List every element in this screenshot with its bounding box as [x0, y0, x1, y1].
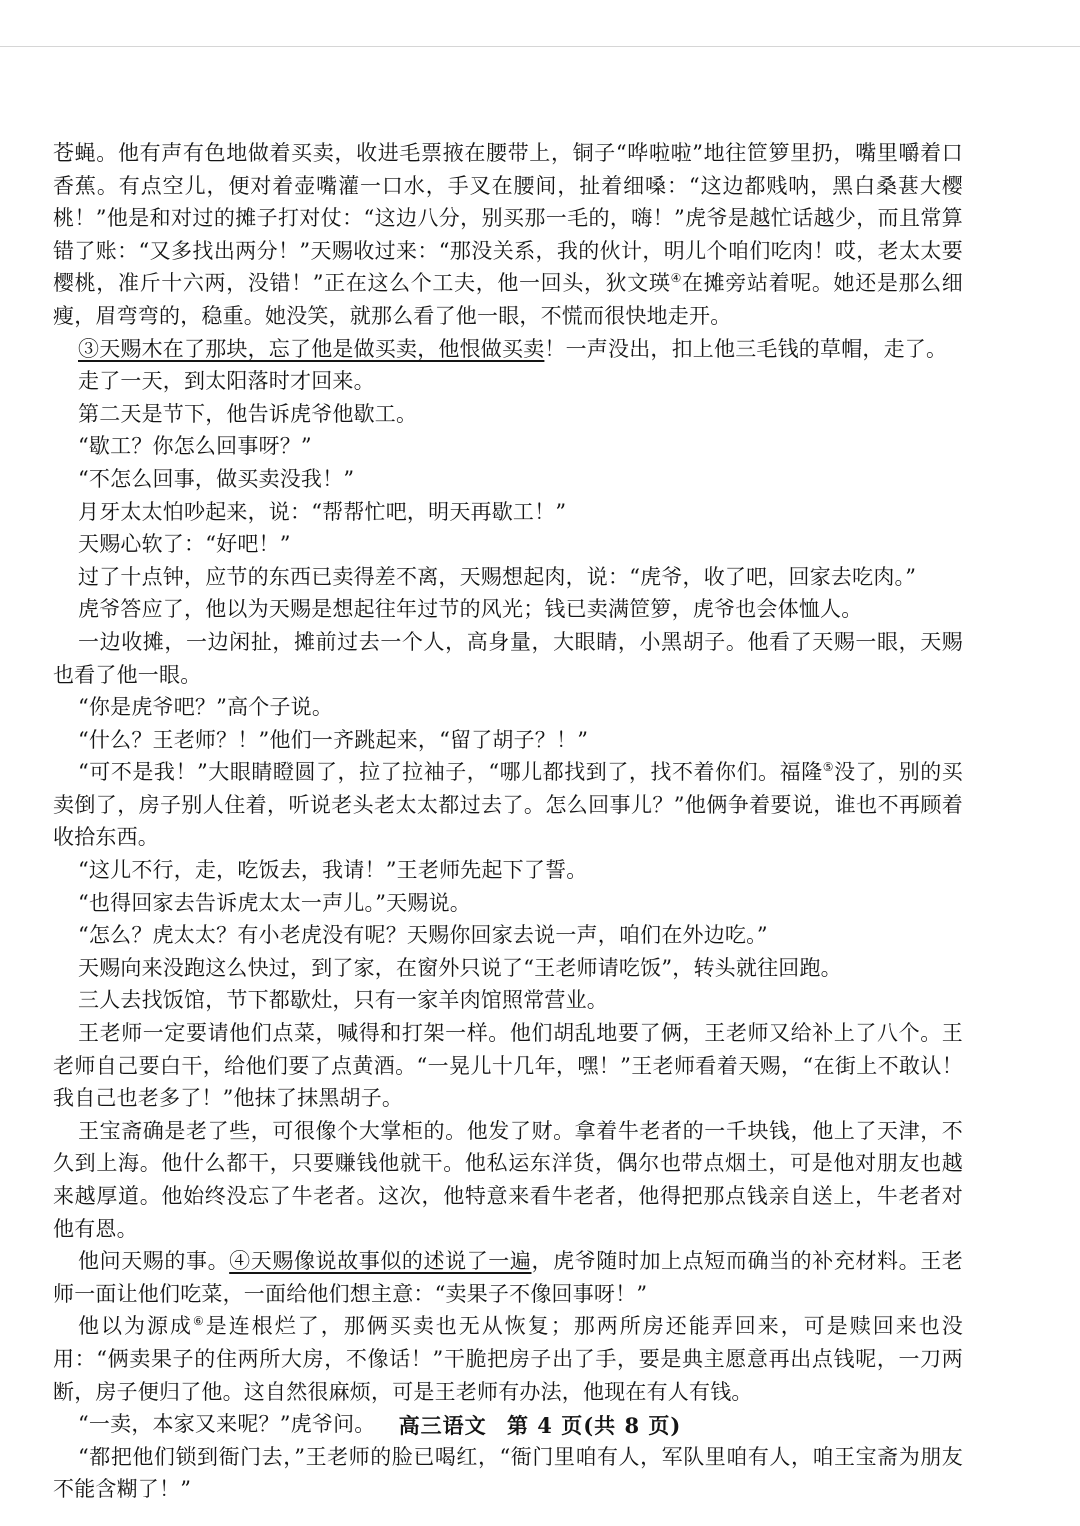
paragraph — [53, 463, 963, 496]
paragraph — [53, 756, 963, 854]
underlined-sentence: ③天赐木在了那块，忘了他是做买卖，他恨做买卖 — [78, 336, 545, 361]
paragraph — [53, 561, 963, 594]
top-divider — [0, 46, 1080, 47]
text-run: 是连根烂了，那俩买卖也无从恢复；那两所房还能弄回来，可是赎回来也没用：“俩卖果子的住两所大房，不像话！”干脆把房子出了手，要是典主愿意再出点钱呢，一刀两断，房子便归了他。这自然很麻烦，可是王老师有办法，他现在有人有钱。 — [53, 1314, 963, 1404]
paragraph — [53, 528, 963, 561]
text-run: ，虎爷随时加上点短而确当的补充材料。王老师一面让他们吃菜，一面给他们想主意：“卖果子不像回事呀！” — [53, 1249, 963, 1306]
text-run: “都把他们锁到衙门去，”王老师的脸已喝红，“衙门里咱有人，军队里咱有人，咱王宝斋为朋友不能含糊了！” — [53, 1444, 963, 1502]
text-run: ！一声没出，扣上他三毛钱的草帽，走了。 — [544, 336, 948, 361]
text-run: 一边收摊，一边闲扯，摊前过去一个人，高身量，大眼睛，小黑胡子。他看了天赐一眼，天赐也看了他一眼。 — [53, 629, 963, 687]
paragraph — [53, 1441, 963, 1506]
text-run: 苍蝇。他有声有色地做着买卖，收进毛票掖在腰带上，铜子“哗啦啦”地往笸箩里扔，嘴里嚼着口香蕉。有点空儿，便对着壶嘴灌一口水，手叉在腰间，扯着细嗓：“这边都贱呐，黑白桑葚大樱桃！”他是和对过的摊子打对仗：“这边八分，别买那一毛的，嗨！”虎爷是越忙话越少，而且常算错了账：“又多找出两分！”天赐收过来：“那没关系，我的伙计，明儿个咱们吃肉！哎，老太太要樱桃，准斤十六两，没错！”正在这么个工夫，他一回头，狄文瑛 — [53, 141, 963, 296]
paragraph — [53, 626, 963, 691]
text-run: 王宝斋确是老了些，可很像个大掌柜的。他发了财。拿着牛老者的一千块钱，他上了天津，不久到上海。他什么都干，只要赚钱他就干。他私运东洋货，偶尔也带点烟土，可是他对朋友也越来越厚道。他始终没忘了牛老者。这次，他特意来看牛老者，他得把那点钱亲自送上，牛老者对他有恩。 — [53, 1118, 963, 1241]
paragraph — [53, 137, 963, 333]
text-run: 过了十点钟，应节的东西已卖得差不离，天赐想起肉，说：“虎爷，收了吧，回家去吃肉。” — [78, 564, 917, 589]
paragraph — [53, 1310, 963, 1408]
underlined-sentence: ④天赐像说故事似的述说了一遍 — [229, 1249, 532, 1274]
text-run: “也得回家去告诉虎太太一声儿。”天赐说。 — [78, 890, 471, 915]
paragraph — [53, 1245, 963, 1310]
text-run: “怎么？虎太太？有小老虎没有呢？天赐你回家去说一声，咱们在外边吃。” — [78, 923, 768, 948]
footer-subject: 高三语文 — [398, 1413, 487, 1438]
text-run: “这儿不行，走，吃饭去，我请！”王老师先起下了誓。 — [78, 858, 588, 883]
text-run: 走了一天，到太阳落时才回来。 — [78, 369, 375, 394]
footnote-marker: ⑤ — [822, 760, 835, 775]
text-run: 月牙太太怕吵起来，说：“帮帮忙吧，明天再歇工！” — [78, 499, 567, 524]
text-run: “可不是我！”大眼睛瞪圆了，拉了拉袖子，“哪儿都找到了，找不着你们。福隆 — [78, 760, 823, 785]
paragraph — [53, 398, 963, 431]
paragraph — [53, 593, 963, 626]
text-run: “不怎么回事，做买卖没我！” — [78, 466, 355, 491]
text-run: “你是虎爷吧？”高个子说。 — [78, 695, 334, 720]
paragraph — [53, 952, 963, 985]
paragraph — [53, 1017, 963, 1115]
paragraph — [53, 887, 963, 920]
footnote-marker: ⑥ — [193, 1314, 206, 1329]
text-run: 天赐向来没跑这么快过，到了家，在窗外只说了“王老师请吃饭”，转头就往回跑。 — [78, 955, 842, 980]
text-run: “一卖，本家又来呢？”虎爷问。 — [78, 1412, 376, 1437]
footnote-marker: ④ — [670, 271, 682, 286]
text-run: 第二天是节下，他告诉虎爷他歇工。 — [78, 401, 418, 426]
paragraph — [53, 691, 963, 724]
paragraph — [53, 365, 963, 398]
text-run: 虎爷答应了，他以为天赐是想起往年过节的风光；钱已卖满笸箩，虎爷也会体恤人。 — [78, 597, 863, 622]
passage-text — [53, 137, 963, 1506]
text-run: 王老师一定要请他们点菜，喊得和打架一样。他们胡乱地要了俩，王老师又给补上了八个。王老师自己要白干，给他们要了点黄酒。“一晃儿十几年，嘿！”王老师看着天赐，“在街上不敢认！我自己也老多了！”他抹了抹黑胡子。 — [53, 1021, 963, 1111]
paragraph — [53, 1115, 963, 1245]
text-run: “什么？王老师？！”他们一齐跳起来，“留了胡子？！” — [78, 727, 589, 752]
paragraph — [53, 333, 963, 366]
text-run: 他问天赐的事。 — [78, 1249, 230, 1274]
paragraph — [53, 496, 963, 529]
paragraph — [53, 919, 963, 952]
page-footer — [0, 1410, 1080, 1440]
footer-page-number: 第 4 页(共 8 页) — [506, 1413, 682, 1438]
text-run: 三人去找饭馆，节下都歇灶，只有一家羊肉馆照常营业。 — [78, 988, 608, 1013]
text-run: 没了，别的买卖倒了，房子别人住着，听说老头老太太都过去了。怎么回事儿？”他俩争着要说，谁也不再顾着收拾东西。 — [53, 760, 964, 850]
paragraph — [53, 854, 963, 887]
text-run: 在摊旁站着呢。她还是那么细瘦，眉弯弯的，稳重。她没笑，就那么看了他一眼，不慌而很快地走开。 — [53, 271, 963, 328]
paragraph — [53, 724, 963, 757]
paragraph — [53, 430, 963, 463]
text-run: 他以为源成 — [78, 1314, 194, 1339]
text-run: 天赐心软了：“好吧！” — [78, 532, 291, 557]
text-run: “歇工？你怎么回事呀？” — [78, 434, 312, 459]
paragraph — [53, 984, 963, 1017]
